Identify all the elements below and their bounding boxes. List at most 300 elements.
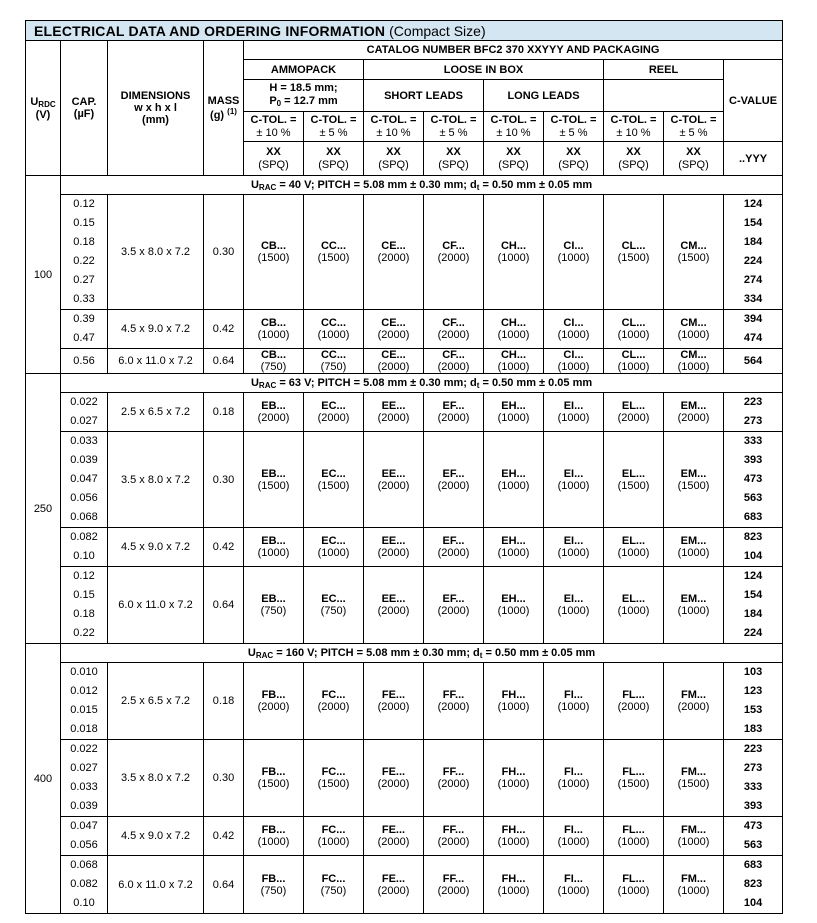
code-prefix: FM... xyxy=(680,689,707,701)
cap-value: 0.33 xyxy=(73,293,95,305)
ctol-value: ± 10 % xyxy=(376,126,411,139)
code-spq: (2000) xyxy=(437,778,470,790)
catalog-code-cell xyxy=(544,349,604,374)
cap-value: 0.027 xyxy=(70,415,98,427)
cond-text2: = 0.50 mm ± 0.05 mm xyxy=(479,376,593,389)
code-spq: (1000) xyxy=(497,479,530,492)
cvalue-values xyxy=(724,528,783,567)
cvalue: 334 xyxy=(743,293,763,305)
ammo-pitch-label: P xyxy=(269,94,277,107)
code-prefix: FL... xyxy=(622,766,645,778)
cond-text2: = 0.50 mm ± 0.05 mm xyxy=(479,178,593,191)
code-prefix: CC... xyxy=(320,240,347,252)
dimensions-value: 4.5 x 9.0 x 7.2 xyxy=(108,528,204,567)
header-cap xyxy=(61,41,108,176)
table-row xyxy=(26,528,783,567)
catalog-code-cell xyxy=(304,528,364,567)
code-spq: (1000) xyxy=(677,605,710,617)
catalog-code-cell xyxy=(604,817,664,856)
code-prefix: EL... xyxy=(621,400,646,412)
ctol-label: C-TOL. = xyxy=(310,113,357,126)
catalog-code-cell xyxy=(304,740,364,817)
code-spq: (2000) xyxy=(437,329,470,341)
cvalue: 274 xyxy=(743,274,763,286)
header-yyy: ..YYY xyxy=(724,142,783,176)
dimensions-value: 3.5 x 8.0 x 7.2 xyxy=(108,432,204,528)
xx-label: XX xyxy=(506,145,521,158)
code-prefix: EC... xyxy=(321,535,346,547)
cap-values xyxy=(61,740,108,817)
catalog-code-cell xyxy=(664,817,724,856)
code-prefix: FI... xyxy=(564,689,583,701)
cond-text1: = 63 V; PITCH = 5.08 mm ± 0.30 mm; d xyxy=(276,376,477,389)
cond-u: U xyxy=(250,178,259,191)
spq-label: (SPQ) xyxy=(678,158,709,171)
code-prefix: FE... xyxy=(381,766,406,778)
code-prefix: EL... xyxy=(621,593,646,605)
catalog-code-cell xyxy=(484,817,544,856)
dimensions-value: 3.5 x 8.0 x 7.2 xyxy=(108,195,204,310)
code-spq: (1000) xyxy=(497,252,530,264)
mass-value: 0.18 xyxy=(204,663,244,740)
catalog-code-cell xyxy=(304,432,364,528)
code-prefix: FF... xyxy=(442,872,465,885)
code-spq: (1500) xyxy=(617,479,650,492)
ammo-pitch-sub: 0 xyxy=(276,98,282,108)
code-prefix: FB... xyxy=(261,872,286,885)
code-spq: (2000) xyxy=(617,701,650,713)
section-condition-row xyxy=(26,644,783,663)
mass-value: 0.64 xyxy=(204,349,244,374)
cond-sub: RAC xyxy=(255,650,274,660)
code-spq: (750) xyxy=(260,605,287,617)
code-spq: (1500) xyxy=(617,252,650,264)
cvalue: 224 xyxy=(743,627,763,639)
cap-values xyxy=(61,195,108,310)
code-prefix: FC... xyxy=(321,689,346,701)
catalog-code-cell xyxy=(244,856,304,914)
ctol-label: C-TOL. = xyxy=(370,113,417,126)
catalog-code-cell xyxy=(484,310,544,349)
code-prefix: CE... xyxy=(381,349,406,361)
code-spq: (1000) xyxy=(557,701,590,713)
code-prefix: FM... xyxy=(680,766,707,778)
cap-values xyxy=(61,528,108,567)
catalog-code-cell xyxy=(664,567,724,644)
cap-values xyxy=(61,432,108,528)
cap-value: 0.12 xyxy=(73,198,95,210)
title-bold: ELECTRICAL DATA AND ORDERING INFORMATION xyxy=(34,22,386,39)
code-spq: (1000) xyxy=(257,547,290,559)
code-spq: (1500) xyxy=(677,479,710,492)
code-spq: (1000) xyxy=(497,701,530,713)
code-prefix: EF... xyxy=(442,400,465,412)
code-prefix: FM... xyxy=(680,872,707,885)
catalog-code-cell xyxy=(364,856,424,914)
header-mass xyxy=(204,41,244,176)
cvalue-values xyxy=(724,567,783,644)
header-ammopack: AMMOPACK xyxy=(244,60,364,80)
catalog-code-cell xyxy=(244,528,304,567)
code-prefix: EM... xyxy=(680,593,707,605)
header-ammo-spec xyxy=(244,80,364,112)
catalog-code-cell xyxy=(544,567,604,644)
cvalue: 103 xyxy=(743,666,763,678)
code-prefix: FB... xyxy=(261,824,286,836)
spq-label: (SPQ) xyxy=(438,158,469,171)
dims-formula: w x h x l xyxy=(134,102,177,114)
mass-value: 0.30 xyxy=(204,195,244,310)
cond-tsub: t xyxy=(476,380,480,390)
cvalue: 273 xyxy=(743,415,763,427)
cvalue: 154 xyxy=(743,589,763,601)
xx-label: XX xyxy=(386,145,401,158)
header-xx xyxy=(604,142,664,176)
code-prefix: EM... xyxy=(680,400,707,412)
catalog-code-cell xyxy=(544,817,604,856)
code-spq: (1000) xyxy=(497,836,530,848)
header-urdc xyxy=(26,41,61,176)
code-prefix: FB... xyxy=(261,766,286,778)
cvalue: 393 xyxy=(743,454,763,466)
cap-value: 0.027 xyxy=(70,762,98,774)
cap-value: 0.068 xyxy=(70,859,98,871)
cap-value: 0.22 xyxy=(73,255,95,267)
code-spq: (1000) xyxy=(257,329,290,341)
catalog-code-cell xyxy=(544,856,604,914)
code-prefix: FH... xyxy=(501,689,526,701)
code-spq: (1000) xyxy=(617,605,650,617)
cap-value: 0.047 xyxy=(70,473,98,485)
header-loose-in-box: LOOSE IN BOX xyxy=(364,60,604,80)
cvalue: 154 xyxy=(743,217,763,229)
code-spq: (1500) xyxy=(677,252,710,264)
code-prefix: CM... xyxy=(680,317,707,329)
code-spq: (2000) xyxy=(257,701,290,713)
header-long-leads: LONG LEADS xyxy=(484,80,604,112)
ordering-table-container xyxy=(25,20,782,914)
catalog-code-cell xyxy=(604,393,664,432)
catalog-code-cell xyxy=(484,856,544,914)
header-ctol xyxy=(484,112,544,142)
code-prefix: CH... xyxy=(500,240,527,252)
code-spq: (2000) xyxy=(437,412,470,424)
cap-values xyxy=(61,663,108,740)
catalog-code-cell xyxy=(664,740,724,817)
code-spq: (2000) xyxy=(377,361,410,373)
header-catalog: CATALOG NUMBER BFC2 370 XXYYY AND PACKAGING xyxy=(244,41,783,60)
cvalue-values xyxy=(724,663,783,740)
code-spq: (1000) xyxy=(677,361,710,373)
catalog-code-cell xyxy=(484,432,544,528)
code-prefix: FL... xyxy=(622,824,645,836)
catalog-code-cell xyxy=(544,663,604,740)
section-condition-row xyxy=(26,374,783,393)
cap-value: 0.039 xyxy=(70,454,98,466)
section-condition xyxy=(61,644,783,663)
section-condition xyxy=(61,176,783,195)
catalog-code-cell xyxy=(304,393,364,432)
header-dimensions xyxy=(108,41,204,176)
header-xx xyxy=(304,142,364,176)
code-spq: (2000) xyxy=(377,884,410,897)
catalog-code-cell xyxy=(664,856,724,914)
cond-u: U xyxy=(247,646,256,659)
cond-tsub: t xyxy=(479,650,483,660)
cvalue: 273 xyxy=(743,762,763,774)
cap-value: 0.12 xyxy=(73,570,95,582)
catalog-code-cell xyxy=(304,349,364,374)
table-row xyxy=(26,393,783,432)
catalog-code-cell xyxy=(664,528,724,567)
code-spq: (1000) xyxy=(677,547,710,559)
catalog-code-cell xyxy=(424,740,484,817)
cvalue: 124 xyxy=(743,570,763,582)
code-spq: (2000) xyxy=(377,836,410,848)
catalog-code-cell xyxy=(664,432,724,528)
cap-value: 0.18 xyxy=(73,236,95,248)
catalog-code-cell xyxy=(664,310,724,349)
catalog-code-cell xyxy=(244,195,304,310)
spq-label: (SPQ) xyxy=(258,158,289,171)
catalog-code-cell xyxy=(244,393,304,432)
code-spq: (1000) xyxy=(317,329,350,341)
ctol-label: C-TOL. = xyxy=(490,113,537,126)
spq-label: (SPQ) xyxy=(318,158,349,171)
ctol-label: C-TOL. = xyxy=(250,113,297,126)
catalog-code-cell xyxy=(304,567,364,644)
code-spq: (750) xyxy=(320,605,347,617)
code-spq: (2000) xyxy=(377,778,410,790)
catalog-code-cell xyxy=(544,310,604,349)
cvalue: 184 xyxy=(743,236,763,248)
code-spq: (1000) xyxy=(617,884,650,897)
catalog-code-cell xyxy=(244,432,304,528)
code-spq: (1000) xyxy=(317,836,350,848)
urdc-value: 100 xyxy=(26,176,61,374)
header-cvalue: C-VALUE xyxy=(724,60,783,142)
catalog-code-cell xyxy=(304,195,364,310)
catalog-code-cell xyxy=(244,349,304,374)
mass-value: 0.64 xyxy=(204,856,244,914)
code-spq: (2000) xyxy=(257,412,290,424)
code-spq: (2000) xyxy=(617,412,650,424)
code-prefix: FE... xyxy=(381,689,406,701)
table-row xyxy=(26,740,783,817)
code-prefix: FH... xyxy=(501,872,526,885)
code-prefix: CF... xyxy=(442,317,465,329)
cvalue: 224 xyxy=(743,255,763,267)
code-spq: (1000) xyxy=(497,412,530,424)
cap-value: 0.082 xyxy=(70,531,98,543)
catalog-code-cell xyxy=(604,310,664,349)
cvalue: 184 xyxy=(743,608,763,620)
catalog-code-cell xyxy=(664,393,724,432)
code-prefix: EI... xyxy=(563,535,584,547)
table-row xyxy=(26,432,783,528)
code-prefix: CF... xyxy=(442,349,465,361)
code-prefix: CL... xyxy=(621,349,646,361)
code-prefix: EI... xyxy=(563,400,584,412)
code-spq: (1000) xyxy=(557,547,590,559)
code-prefix: EB... xyxy=(261,535,286,547)
dimensions-value: 4.5 x 9.0 x 7.2 xyxy=(108,817,204,856)
catalog-code-cell xyxy=(424,528,484,567)
cap-value: 0.068 xyxy=(70,511,98,523)
code-prefix: EM... xyxy=(680,535,707,547)
cap-value: 0.012 xyxy=(70,685,98,697)
header-xx xyxy=(484,142,544,176)
code-prefix: FB... xyxy=(261,689,286,701)
cvalue: 563 xyxy=(743,492,763,504)
code-spq: (1000) xyxy=(617,361,650,373)
cvalue: 153 xyxy=(743,704,763,716)
catalog-code-cell xyxy=(484,567,544,644)
catalog-code-cell xyxy=(484,195,544,310)
dimensions-value: 4.5 x 9.0 x 7.2 xyxy=(108,310,204,349)
ctol-value: ± 5 % xyxy=(319,126,348,139)
header-ctol xyxy=(304,112,364,142)
code-prefix: CM... xyxy=(680,349,707,361)
catalog-code-cell xyxy=(664,349,724,374)
code-spq: (2000) xyxy=(677,701,710,713)
catalog-code-cell xyxy=(364,740,424,817)
cvalue: 393 xyxy=(743,800,763,812)
catalog-code-cell xyxy=(604,567,664,644)
header-ctol xyxy=(424,112,484,142)
code-spq: (2000) xyxy=(437,361,470,373)
header-xx xyxy=(424,142,484,176)
code-prefix: FC... xyxy=(321,872,346,885)
catalog-code-cell xyxy=(244,310,304,349)
catalog-code-cell xyxy=(484,663,544,740)
code-prefix: CI... xyxy=(563,317,584,329)
cap-value: 0.056 xyxy=(70,839,98,851)
code-prefix: EH... xyxy=(501,400,526,412)
cvalue: 223 xyxy=(743,743,763,755)
cvalue-values xyxy=(724,740,783,817)
urdc-sub: RDC xyxy=(38,99,56,109)
code-prefix: EC... xyxy=(321,400,346,412)
cap-value: 0.15 xyxy=(73,589,95,601)
code-prefix: CL... xyxy=(621,240,646,252)
cap-value: 0.033 xyxy=(70,435,98,447)
cap-value: 0.018 xyxy=(70,723,98,735)
code-prefix: CC... xyxy=(320,317,347,329)
cond-text1: = 160 V; PITCH = 5.08 mm ± 0.30 mm; d xyxy=(273,646,480,659)
cap-unit: (µF) xyxy=(73,108,95,120)
catalog-code-cell xyxy=(364,663,424,740)
code-prefix: EC... xyxy=(321,593,346,605)
table-title xyxy=(26,21,783,41)
cvalue-values xyxy=(724,310,783,349)
section-condition-row xyxy=(26,176,783,195)
catalog-code-cell xyxy=(544,432,604,528)
cvalue: 823 xyxy=(743,531,763,543)
code-prefix: FI... xyxy=(564,872,583,885)
catalog-code-cell xyxy=(484,528,544,567)
cap-values xyxy=(61,567,108,644)
catalog-code-cell xyxy=(424,817,484,856)
code-spq: (1000) xyxy=(557,412,590,424)
cap-value: 0.056 xyxy=(70,492,98,504)
catalog-code-cell xyxy=(544,740,604,817)
code-spq: (1000) xyxy=(557,329,590,341)
catalog-code-cell xyxy=(664,195,724,310)
catalog-code-cell xyxy=(544,195,604,310)
code-spq: (2000) xyxy=(377,329,410,341)
ctol-label: C-TOL. = xyxy=(670,113,717,126)
header-ctol xyxy=(364,112,424,142)
table-row xyxy=(26,817,783,856)
code-prefix: FE... xyxy=(381,824,406,836)
cvalue: 183 xyxy=(743,723,763,735)
code-spq: (1000) xyxy=(497,547,530,559)
code-prefix: EF... xyxy=(442,467,465,480)
ctol-label: C-TOL. = xyxy=(610,113,657,126)
cvalue-values xyxy=(724,817,783,856)
catalog-code-cell xyxy=(604,663,664,740)
ctol-value: ± 10 % xyxy=(616,126,651,139)
code-prefix: EE... xyxy=(381,467,406,480)
catalog-code-cell xyxy=(604,528,664,567)
header-xx xyxy=(664,142,724,176)
cap-value: 0.47 xyxy=(73,332,95,344)
code-prefix: CM... xyxy=(680,240,707,252)
cvalue: 333 xyxy=(743,435,763,447)
code-prefix: EB... xyxy=(261,467,286,480)
code-spq: (2000) xyxy=(377,701,410,713)
xx-label: XX xyxy=(686,145,701,158)
dimensions-value: 6.0 x 11.0 x 7.2 xyxy=(108,567,204,644)
xx-label: XX xyxy=(566,145,581,158)
catalog-code-cell xyxy=(424,310,484,349)
code-spq: (1000) xyxy=(677,884,710,897)
code-spq: (2000) xyxy=(317,412,350,424)
cvalue: 223 xyxy=(743,396,763,408)
code-spq: (2000) xyxy=(437,479,470,492)
cvalue: 823 xyxy=(743,878,763,890)
spq-label: (SPQ) xyxy=(378,158,409,171)
code-prefix: EH... xyxy=(501,467,526,480)
header-reel: REEL xyxy=(604,60,724,80)
catalog-code-cell xyxy=(364,195,424,310)
cvalue: 123 xyxy=(743,685,763,697)
ctol-label: C-TOL. = xyxy=(550,113,597,126)
xx-label: XX xyxy=(326,145,341,158)
code-prefix: FL... xyxy=(622,872,645,885)
header-ctol xyxy=(244,112,304,142)
table-row xyxy=(26,663,783,740)
code-prefix: EM... xyxy=(680,467,707,480)
catalog-code-cell xyxy=(364,432,424,528)
ctol-value: ± 10 % xyxy=(256,126,291,139)
code-prefix: FI... xyxy=(564,766,583,778)
code-prefix: EB... xyxy=(261,400,286,412)
code-spq: (750) xyxy=(320,884,347,897)
cond-tsub: t xyxy=(476,182,480,192)
catalog-code-cell xyxy=(364,817,424,856)
catalog-code-cell xyxy=(604,432,664,528)
code-prefix: EF... xyxy=(442,535,465,547)
code-spq: (1000) xyxy=(557,479,590,492)
cond-sub: RAC xyxy=(258,182,277,192)
mass-value: 0.42 xyxy=(204,817,244,856)
code-prefix: CB... xyxy=(260,317,287,329)
code-prefix: EB... xyxy=(261,593,286,605)
code-spq: (1000) xyxy=(497,884,530,897)
catalog-code-cell xyxy=(364,528,424,567)
